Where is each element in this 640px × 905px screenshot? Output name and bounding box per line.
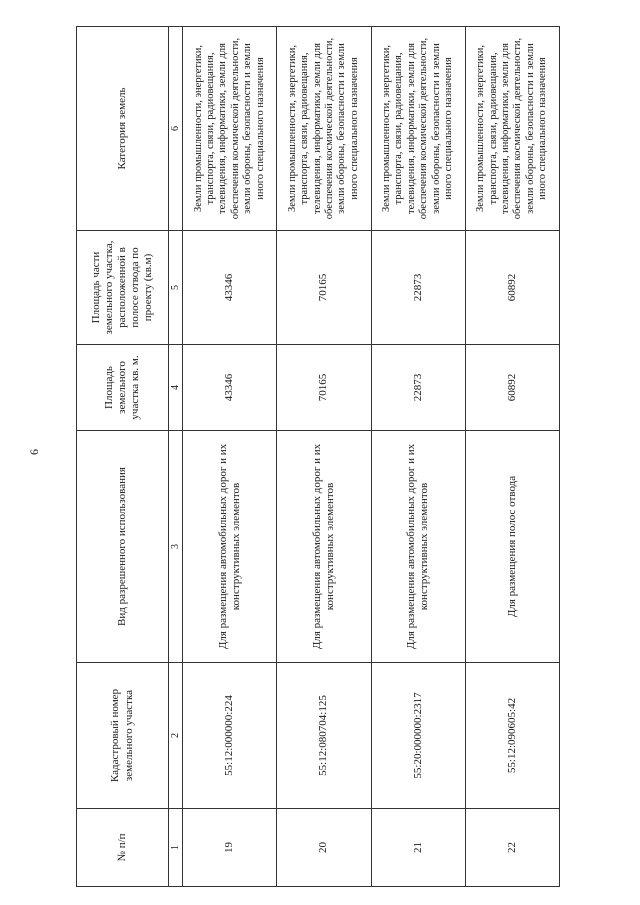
row-use: Для размещения автомобильных дорог и их конструктивных элементов — [371, 431, 465, 663]
row-category: Земли промышленности, энергетики, транспорта, связи, радиовещания, телевидения, информатики, земли для обеспечения космической деятельности, земли обороны, безопасности и земли иного специального назначения — [277, 27, 371, 231]
row-use: Для размещения полос отвода — [465, 431, 559, 663]
row-part-area: 60892 — [465, 231, 559, 345]
header-cadastral: Кадастровый номер земельного участка — [77, 663, 169, 809]
row-cadastral: 55:12:000000:224 — [183, 663, 277, 809]
row-cadastral: 55:20:000000:2317 — [371, 663, 465, 809]
row-area: 70165 — [277, 345, 371, 431]
column-number: 5 — [169, 231, 183, 345]
row-category: Земли промышленности, энергетики, транспорта, связи, радиовещания, телевидения, информатики, земли для обеспечения космической деятельности, земли обороны, безопасности и земли иного специального назначения — [371, 27, 465, 231]
row-num: 21 — [371, 809, 465, 887]
header-category: Категория земель — [77, 27, 169, 231]
row-area: 43346 — [183, 345, 277, 431]
row-part-area: 43346 — [183, 231, 277, 345]
row-cadastral: 55:12:090605:42 — [465, 663, 559, 809]
table-row — [465, 27, 559, 887]
column-number-row — [169, 27, 183, 887]
land-plots-table-wrapper — [76, 27, 560, 887]
column-number: 2 — [169, 663, 183, 809]
column-number: 6 — [169, 27, 183, 231]
row-use: Для размещения автомобильных дорог и их конструктивных элементов — [277, 431, 371, 663]
row-num: 20 — [277, 809, 371, 887]
row-part-area: 70165 — [277, 231, 371, 345]
table-header-row — [77, 27, 169, 887]
row-part-area: 22873 — [371, 231, 465, 345]
land-plots-table — [76, 26, 560, 887]
table-row — [183, 27, 277, 887]
row-num: 22 — [465, 809, 559, 887]
header-part-area: Площадь части земельного участка, расположенной в полосе отвода по проекту (кв.м) — [77, 231, 169, 345]
table-row — [371, 27, 465, 887]
row-category: Земли промышленности, энергетики, транспорта, связи, радиовещания, телевидения, информатики, земли для обеспечения космической деятельности, земли обороны, безопасности и земли иного специального назначения — [183, 27, 277, 231]
column-number: 1 — [169, 809, 183, 887]
row-area: 22873 — [371, 345, 465, 431]
page-number: 6 — [27, 449, 41, 455]
header-num: № п/п — [77, 809, 169, 887]
row-category: Земли промышленности, энергетики, транспорта, связи, радиовещания, телевидения, информатики, земли для обеспечения космической деятельности, земли обороны, безопасности и земли иного специального назначения — [465, 27, 559, 231]
row-use: Для размещения автомобильных дорог и их конструктивных элементов — [183, 431, 277, 663]
table-row — [277, 27, 371, 887]
column-number: 3 — [169, 431, 183, 663]
row-area: 60892 — [465, 345, 559, 431]
row-num: 19 — [183, 809, 277, 887]
column-number: 4 — [169, 345, 183, 431]
row-cadastral: 55:12:080704:125 — [277, 663, 371, 809]
header-area: Площадь земельного участка кв. м. — [77, 345, 169, 431]
header-use: Вид разрешенного использования — [77, 431, 169, 663]
